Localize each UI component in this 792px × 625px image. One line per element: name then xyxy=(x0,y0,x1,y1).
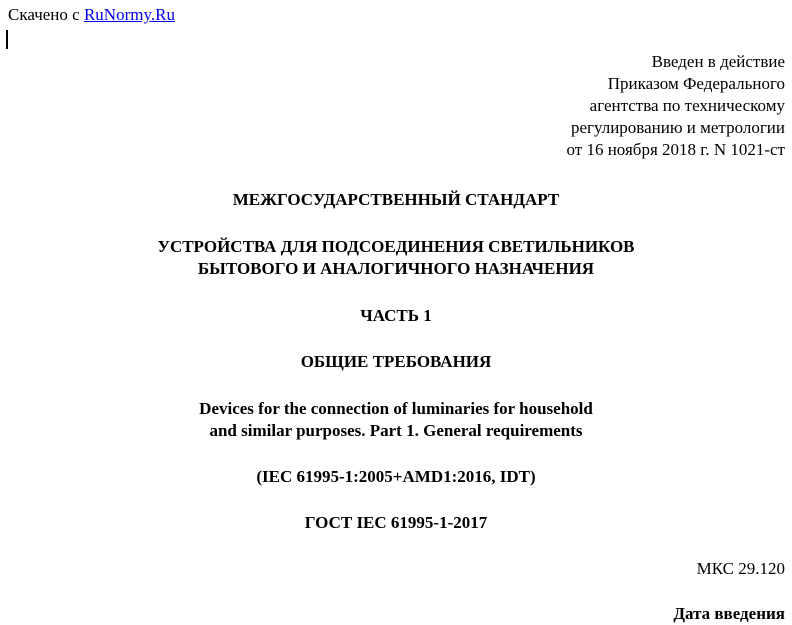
enactment-line: регулированию и метрологии xyxy=(570,118,785,137)
title-ru-line: БЫТОВОГО И АНАЛОГИЧНОГО НАЗНАЧЕНИЯ xyxy=(197,259,595,278)
iec-reference: (IEC 61995-1:2005+AMD1:2016, IDT) xyxy=(256,467,536,486)
title-ru xyxy=(0,236,792,280)
mks-code: МКС 29.120 xyxy=(696,559,785,578)
title-en xyxy=(0,398,792,442)
title-en-line: Devices for the connection of luminaries for household xyxy=(199,399,593,418)
source-line xyxy=(8,5,175,25)
part-label: ЧАСТЬ 1 xyxy=(360,306,432,325)
source-link[interactable]: RuNormy.Ru xyxy=(83,5,175,24)
title-ru-line: УСТРОЙСТВА ДЛЯ ПОДСОЕДИНЕНИЯ СВЕТИЛЬНИКОВ xyxy=(157,237,635,256)
intro-date-label: Дата введения xyxy=(673,604,785,623)
standard-type: МЕЖГОСУДАРСТВЕННЫЙ СТАНДАРТ xyxy=(232,190,560,209)
enactment-block xyxy=(567,51,786,161)
title-en-line: and similar purposes. Part 1. General requirements xyxy=(209,421,583,440)
source-prefix: Скачено с xyxy=(8,5,84,24)
enactment-line: Приказом Федерального xyxy=(607,74,785,93)
text-cursor xyxy=(6,30,8,49)
subtitle-ru: ОБЩИЕ ТРЕБОВАНИЯ xyxy=(300,352,492,371)
gost-number: ГОСТ IEC 61995-1-2017 xyxy=(304,513,488,532)
enactment-line: Введен в действие xyxy=(651,52,785,71)
enactment-line: агентства по техническому xyxy=(589,96,785,115)
enactment-line: от 16 ноября 2018 г. N 1021-ст xyxy=(566,140,785,159)
